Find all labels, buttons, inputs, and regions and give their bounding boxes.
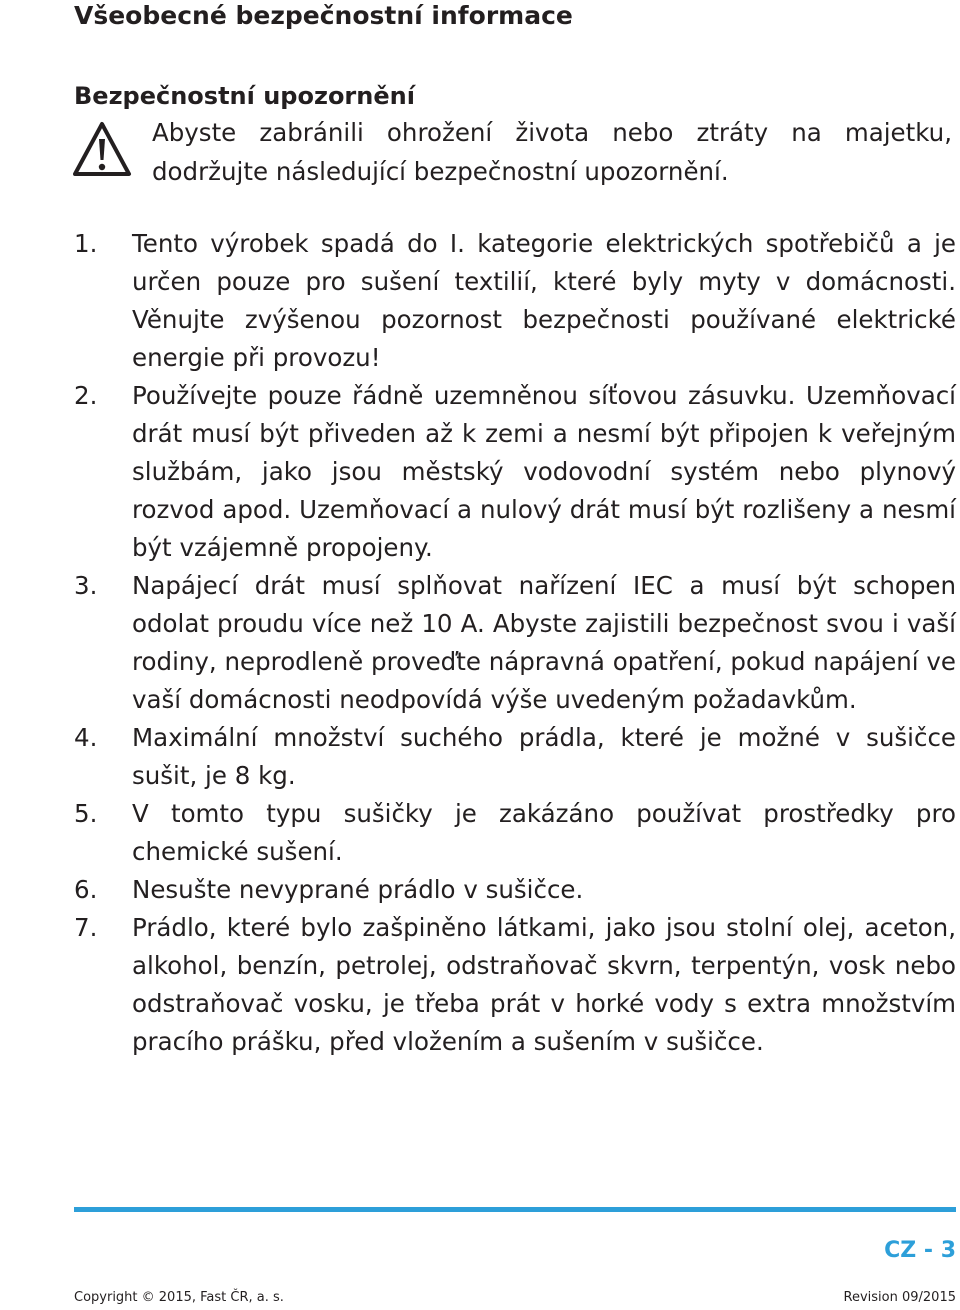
item-number: 1. [74,229,98,258]
item-number: 3. [74,571,98,600]
item-number: 7. [74,913,98,942]
list-item [74,567,956,719]
footer-divider [74,1207,956,1212]
item-text: Nesušte nevyprané prádlo v sušičce. [132,875,584,904]
item-text: Maximální množství suchého prádla, které je možné v sušičce sušit, je 8 kg. [132,723,956,790]
list-item [74,871,956,909]
item-number: 6. [74,875,98,904]
list-item [74,377,956,567]
page-title: Všeobecné bezpečnostní informace [74,1,573,30]
item-number: 5. [74,799,98,828]
safety-list [74,225,956,1061]
list-item [74,719,956,795]
list-item [74,225,956,377]
warning-triangle-icon [72,120,132,178]
list-item [74,795,956,871]
item-text: Používejte pouze řádně uzemněnou síťovou zásuvku. Uzemňovací drát musí být přiveden až k zemi a nesmí být připojen k veřejným službám, jako jsou městský vodovodní systém nebo plynový rozvod apod. Uzemňovací a nulový drát musí být rozlišeny a nesmí být vzájemně propojeny. [132,381,956,562]
item-text: V tomto typu sušičky je zakázáno používat prostředky pro chemické sušení. [132,799,956,866]
page-number: CZ - 3 [884,1238,956,1263]
item-text: Napájecí drát musí splňovat nařízení IEC a musí být schopen odolat proudu více než 10 A. Abyste zajistili bezpečnost svou i vaší rodiny, neprodleně proveďte nápravná opatření, pokud napájení ve vaší domácnosti neodpovídá výše uvedeným požadavkům. [132,571,956,714]
item-number: 2. [74,381,98,410]
safety-warnings-heading: Bezpečnostní upozornění [74,82,415,110]
item-number: 4. [74,723,98,752]
warning-text: Abyste zabránili ohrožení života nebo ztráty na majetku, dodržujte následující bezpečnostní upozornění. [152,118,952,186]
list-item [74,909,956,1061]
item-text: Prádlo, které bylo zašpiněno látkami, jako jsou stolní olej, aceton, alkohol, benzín, petrolej, odstraňovač skvrn, terpentýn, vosk nebo odstraňovač vosku, je třeba prát v horké vody s extra množstvím pracího prášku, před vložením a sušením v sušičce. [132,913,956,1056]
revision-text: Revision 09/2015 [843,1290,956,1305]
item-text: Tento výrobek spadá do I. kategorie elektrických spotřebičů a je určen pouze pro sušení textilií, které byly myty v domácnosti. Věnujte zvýšenou pozornost bezpečnosti používané elektrické energie při provozu! [132,229,956,372]
copyright-text: Copyright © 2015, Fast ČR, a. s. [74,1290,284,1305]
